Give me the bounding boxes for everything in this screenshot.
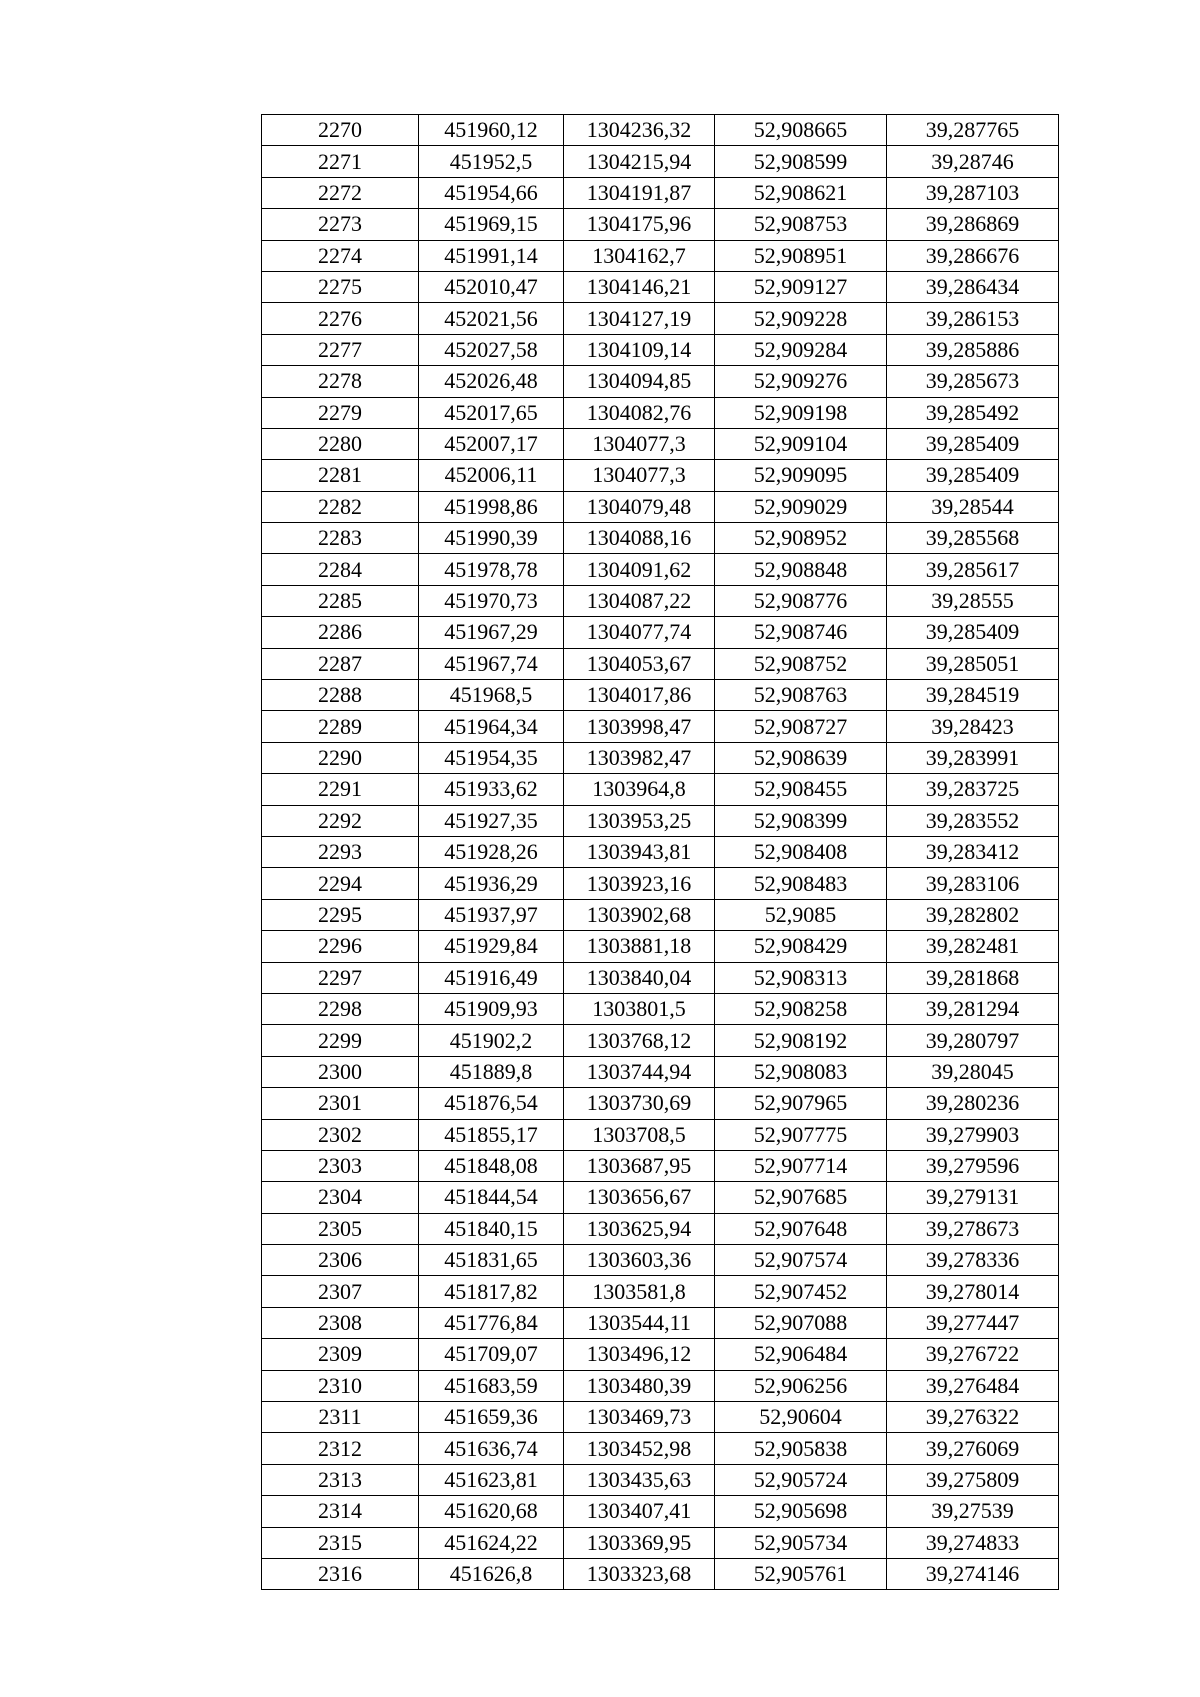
x-coordinate-cell: 451840,15 (419, 1213, 564, 1244)
latitude-cell: 52,909127 (715, 271, 887, 302)
point-number-cell: 2297 (262, 962, 419, 993)
y-coordinate-cell: 1303407,41 (564, 1496, 715, 1527)
longitude-cell: 39,276722 (887, 1339, 1059, 1370)
x-coordinate-cell: 451954,35 (419, 742, 564, 773)
table-row (262, 1056, 1059, 1087)
latitude-cell: 52,908599 (715, 146, 887, 177)
latitude-cell: 52,909228 (715, 303, 887, 334)
table-row (262, 366, 1059, 397)
latitude-cell: 52,908621 (715, 177, 887, 208)
y-coordinate-cell: 1304162,7 (564, 240, 715, 271)
y-coordinate-cell: 1304215,94 (564, 146, 715, 177)
x-coordinate-cell: 452026,48 (419, 366, 564, 397)
coordinates-table-body (262, 115, 1059, 1590)
point-number-cell: 2277 (262, 334, 419, 365)
longitude-cell: 39,279596 (887, 1150, 1059, 1181)
longitude-cell: 39,277447 (887, 1307, 1059, 1338)
longitude-cell: 39,283106 (887, 868, 1059, 899)
latitude-cell: 52,908083 (715, 1056, 887, 1087)
latitude-cell: 52,905734 (715, 1527, 887, 1558)
y-coordinate-cell: 1303480,39 (564, 1370, 715, 1401)
latitude-cell: 52,905761 (715, 1558, 887, 1589)
point-number-cell: 2293 (262, 836, 419, 867)
x-coordinate-cell: 451967,74 (419, 648, 564, 679)
x-coordinate-cell: 451964,34 (419, 711, 564, 742)
x-coordinate-cell: 451990,39 (419, 523, 564, 554)
point-number-cell: 2288 (262, 680, 419, 711)
latitude-cell: 52,906256 (715, 1370, 887, 1401)
latitude-cell: 52,908848 (715, 554, 887, 585)
point-number-cell: 2274 (262, 240, 419, 271)
longitude-cell: 39,28544 (887, 491, 1059, 522)
latitude-cell: 52,905724 (715, 1464, 887, 1495)
latitude-cell: 52,906484 (715, 1339, 887, 1370)
x-coordinate-cell: 451889,8 (419, 1056, 564, 1087)
table-row (262, 240, 1059, 271)
latitude-cell: 52,907088 (715, 1307, 887, 1338)
longitude-cell: 39,279903 (887, 1119, 1059, 1150)
table-row (262, 899, 1059, 930)
longitude-cell: 39,287103 (887, 177, 1059, 208)
table-row (262, 648, 1059, 679)
x-coordinate-cell: 451970,73 (419, 585, 564, 616)
point-number-cell: 2283 (262, 523, 419, 554)
table-row (262, 1307, 1059, 1338)
y-coordinate-cell: 1304088,16 (564, 523, 715, 554)
longitude-cell: 39,285409 (887, 460, 1059, 491)
x-coordinate-cell: 451855,17 (419, 1119, 564, 1150)
longitude-cell: 39,278014 (887, 1276, 1059, 1307)
y-coordinate-cell: 1304053,67 (564, 648, 715, 679)
table-row (262, 1370, 1059, 1401)
x-coordinate-cell: 451776,84 (419, 1307, 564, 1338)
longitude-cell: 39,282481 (887, 931, 1059, 962)
x-coordinate-cell: 451968,5 (419, 680, 564, 711)
longitude-cell: 39,275809 (887, 1464, 1059, 1495)
x-coordinate-cell: 451991,14 (419, 240, 564, 271)
x-coordinate-cell: 451909,93 (419, 993, 564, 1024)
x-coordinate-cell: 451683,59 (419, 1370, 564, 1401)
table-row (262, 1558, 1059, 1589)
y-coordinate-cell: 1303964,8 (564, 774, 715, 805)
y-coordinate-cell: 1304082,76 (564, 397, 715, 428)
point-number-cell: 2296 (262, 931, 419, 962)
point-number-cell: 2315 (262, 1527, 419, 1558)
y-coordinate-cell: 1303953,25 (564, 805, 715, 836)
x-coordinate-cell: 452017,65 (419, 397, 564, 428)
y-coordinate-cell: 1304017,86 (564, 680, 715, 711)
y-coordinate-cell: 1304079,48 (564, 491, 715, 522)
y-coordinate-cell: 1303902,68 (564, 899, 715, 930)
point-number-cell: 2299 (262, 1025, 419, 1056)
longitude-cell: 39,287765 (887, 115, 1059, 146)
y-coordinate-cell: 1303625,94 (564, 1213, 715, 1244)
y-coordinate-cell: 1303581,8 (564, 1276, 715, 1307)
table-row (262, 742, 1059, 773)
table-row (262, 523, 1059, 554)
point-number-cell: 2302 (262, 1119, 419, 1150)
point-number-cell: 2314 (262, 1496, 419, 1527)
table-row (262, 460, 1059, 491)
longitude-cell: 39,285886 (887, 334, 1059, 365)
latitude-cell: 52,909198 (715, 397, 887, 428)
longitude-cell: 39,286676 (887, 240, 1059, 271)
latitude-cell: 52,907714 (715, 1150, 887, 1181)
longitude-cell: 39,285617 (887, 554, 1059, 585)
point-number-cell: 2311 (262, 1402, 419, 1433)
point-number-cell: 2275 (262, 271, 419, 302)
latitude-cell: 52,908727 (715, 711, 887, 742)
latitude-cell: 52,909276 (715, 366, 887, 397)
x-coordinate-cell: 451817,82 (419, 1276, 564, 1307)
point-number-cell: 2300 (262, 1056, 419, 1087)
point-number-cell: 2313 (262, 1464, 419, 1495)
latitude-cell: 52,907775 (715, 1119, 887, 1150)
latitude-cell: 52,908639 (715, 742, 887, 773)
table-row (262, 1245, 1059, 1276)
point-number-cell: 2284 (262, 554, 419, 585)
y-coordinate-cell: 1303469,73 (564, 1402, 715, 1433)
y-coordinate-cell: 1304175,96 (564, 209, 715, 240)
y-coordinate-cell: 1303708,5 (564, 1119, 715, 1150)
y-coordinate-cell: 1304077,3 (564, 428, 715, 459)
table-row (262, 303, 1059, 334)
x-coordinate-cell: 452007,17 (419, 428, 564, 459)
longitude-cell: 39,281868 (887, 962, 1059, 993)
y-coordinate-cell: 1303923,16 (564, 868, 715, 899)
latitude-cell: 52,908776 (715, 585, 887, 616)
latitude-cell: 52,907452 (715, 1276, 887, 1307)
table-row (262, 774, 1059, 805)
longitude-cell: 39,280797 (887, 1025, 1059, 1056)
y-coordinate-cell: 1303943,81 (564, 836, 715, 867)
y-coordinate-cell: 1304087,22 (564, 585, 715, 616)
point-number-cell: 2272 (262, 177, 419, 208)
table-row (262, 868, 1059, 899)
y-coordinate-cell: 1304091,62 (564, 554, 715, 585)
latitude-cell: 52,908665 (715, 115, 887, 146)
latitude-cell: 52,9085 (715, 899, 887, 930)
y-coordinate-cell: 1304077,74 (564, 617, 715, 648)
longitude-cell: 39,283725 (887, 774, 1059, 805)
table-row (262, 554, 1059, 585)
longitude-cell: 39,283412 (887, 836, 1059, 867)
x-coordinate-cell: 451876,54 (419, 1088, 564, 1119)
table-row (262, 491, 1059, 522)
longitude-cell: 39,284519 (887, 680, 1059, 711)
y-coordinate-cell: 1303840,04 (564, 962, 715, 993)
x-coordinate-cell: 451998,86 (419, 491, 564, 522)
longitude-cell: 39,283552 (887, 805, 1059, 836)
table-row (262, 1276, 1059, 1307)
y-coordinate-cell: 1303452,98 (564, 1433, 715, 1464)
latitude-cell: 52,909029 (715, 491, 887, 522)
latitude-cell: 52,907685 (715, 1182, 887, 1213)
table-row (262, 397, 1059, 428)
x-coordinate-cell: 451929,84 (419, 931, 564, 962)
x-coordinate-cell: 451709,07 (419, 1339, 564, 1370)
x-coordinate-cell: 451978,78 (419, 554, 564, 585)
point-number-cell: 2273 (262, 209, 419, 240)
table-row (262, 805, 1059, 836)
latitude-cell: 52,908192 (715, 1025, 887, 1056)
latitude-cell: 52,905698 (715, 1496, 887, 1527)
y-coordinate-cell: 1303603,36 (564, 1245, 715, 1276)
y-coordinate-cell: 1304127,19 (564, 303, 715, 334)
latitude-cell: 52,909284 (715, 334, 887, 365)
table-row (262, 1213, 1059, 1244)
y-coordinate-cell: 1304191,87 (564, 177, 715, 208)
latitude-cell: 52,909104 (715, 428, 887, 459)
table-row (262, 617, 1059, 648)
longitude-cell: 39,276484 (887, 1370, 1059, 1401)
y-coordinate-cell: 1303881,18 (564, 931, 715, 962)
y-coordinate-cell: 1303323,68 (564, 1558, 715, 1589)
longitude-cell: 39,285409 (887, 428, 1059, 459)
point-number-cell: 2279 (262, 397, 419, 428)
longitude-cell: 39,278336 (887, 1245, 1059, 1276)
table-row (262, 1339, 1059, 1370)
y-coordinate-cell: 1303544,11 (564, 1307, 715, 1338)
table-row (262, 993, 1059, 1024)
y-coordinate-cell: 1303998,47 (564, 711, 715, 742)
latitude-cell: 52,908952 (715, 523, 887, 554)
point-number-cell: 2309 (262, 1339, 419, 1370)
point-number-cell: 2290 (262, 742, 419, 773)
table-row (262, 836, 1059, 867)
y-coordinate-cell: 1303687,95 (564, 1150, 715, 1181)
table-row (262, 1464, 1059, 1495)
y-coordinate-cell: 1303801,5 (564, 993, 715, 1024)
x-coordinate-cell: 452027,58 (419, 334, 564, 365)
point-number-cell: 2310 (262, 1370, 419, 1401)
longitude-cell: 39,276069 (887, 1433, 1059, 1464)
longitude-cell: 39,278673 (887, 1213, 1059, 1244)
point-number-cell: 2281 (262, 460, 419, 491)
x-coordinate-cell: 451933,62 (419, 774, 564, 805)
y-coordinate-cell: 1303744,94 (564, 1056, 715, 1087)
x-coordinate-cell: 451936,29 (419, 868, 564, 899)
x-coordinate-cell: 451916,49 (419, 962, 564, 993)
point-number-cell: 2301 (262, 1088, 419, 1119)
longitude-cell: 39,285409 (887, 617, 1059, 648)
point-number-cell: 2298 (262, 993, 419, 1024)
y-coordinate-cell: 1303982,47 (564, 742, 715, 773)
longitude-cell: 39,285492 (887, 397, 1059, 428)
x-coordinate-cell: 451624,22 (419, 1527, 564, 1558)
longitude-cell: 39,28045 (887, 1056, 1059, 1087)
latitude-cell: 52,908752 (715, 648, 887, 679)
y-coordinate-cell: 1304236,32 (564, 115, 715, 146)
table-row (262, 1433, 1059, 1464)
y-coordinate-cell: 1303369,95 (564, 1527, 715, 1558)
point-number-cell: 2287 (262, 648, 419, 679)
longitude-cell: 39,279131 (887, 1182, 1059, 1213)
point-number-cell: 2278 (262, 366, 419, 397)
point-number-cell: 2316 (262, 1558, 419, 1589)
x-coordinate-cell: 451659,36 (419, 1402, 564, 1433)
point-number-cell: 2291 (262, 774, 419, 805)
table-row (262, 1150, 1059, 1181)
x-coordinate-cell: 452021,56 (419, 303, 564, 334)
table-row (262, 146, 1059, 177)
x-coordinate-cell: 451952,5 (419, 146, 564, 177)
table-row (262, 931, 1059, 962)
table-row (262, 585, 1059, 616)
x-coordinate-cell: 451928,26 (419, 836, 564, 867)
point-number-cell: 2303 (262, 1150, 419, 1181)
latitude-cell: 52,907574 (715, 1245, 887, 1276)
y-coordinate-cell: 1304077,3 (564, 460, 715, 491)
y-coordinate-cell: 1303435,63 (564, 1464, 715, 1495)
latitude-cell: 52,908483 (715, 868, 887, 899)
point-number-cell: 2270 (262, 115, 419, 146)
x-coordinate-cell: 451831,65 (419, 1245, 564, 1276)
longitude-cell: 39,280236 (887, 1088, 1059, 1119)
y-coordinate-cell: 1304109,14 (564, 334, 715, 365)
table-row (262, 1496, 1059, 1527)
latitude-cell: 52,907648 (715, 1213, 887, 1244)
y-coordinate-cell: 1304094,85 (564, 366, 715, 397)
point-number-cell: 2289 (262, 711, 419, 742)
x-coordinate-cell: 451620,68 (419, 1496, 564, 1527)
longitude-cell: 39,286434 (887, 271, 1059, 302)
longitude-cell: 39,285673 (887, 366, 1059, 397)
y-coordinate-cell: 1304146,21 (564, 271, 715, 302)
longitude-cell: 39,285051 (887, 648, 1059, 679)
table-row (262, 428, 1059, 459)
point-number-cell: 2312 (262, 1433, 419, 1464)
longitude-cell: 39,286153 (887, 303, 1059, 334)
latitude-cell: 52,908455 (715, 774, 887, 805)
point-number-cell: 2295 (262, 899, 419, 930)
latitude-cell: 52,907965 (715, 1088, 887, 1119)
latitude-cell: 52,908258 (715, 993, 887, 1024)
table-row (262, 1119, 1059, 1150)
table-row (262, 1527, 1059, 1558)
table-row (262, 1025, 1059, 1056)
table-row (262, 209, 1059, 240)
x-coordinate-cell: 451960,12 (419, 115, 564, 146)
table-row (262, 1088, 1059, 1119)
longitude-cell: 39,285568 (887, 523, 1059, 554)
latitude-cell: 52,905838 (715, 1433, 887, 1464)
latitude-cell: 52,908399 (715, 805, 887, 836)
point-number-cell: 2305 (262, 1213, 419, 1244)
longitude-cell: 39,283991 (887, 742, 1059, 773)
longitude-cell: 39,28555 (887, 585, 1059, 616)
coordinates-table (261, 114, 1059, 1590)
longitude-cell: 39,274833 (887, 1527, 1059, 1558)
point-number-cell: 2308 (262, 1307, 419, 1338)
y-coordinate-cell: 1303496,12 (564, 1339, 715, 1370)
longitude-cell: 39,28746 (887, 146, 1059, 177)
latitude-cell: 52,909095 (715, 460, 887, 491)
x-coordinate-cell: 452010,47 (419, 271, 564, 302)
point-number-cell: 2292 (262, 805, 419, 836)
longitude-cell: 39,27539 (887, 1496, 1059, 1527)
point-number-cell: 2285 (262, 585, 419, 616)
point-number-cell: 2280 (262, 428, 419, 459)
x-coordinate-cell: 451954,66 (419, 177, 564, 208)
x-coordinate-cell: 451844,54 (419, 1182, 564, 1213)
latitude-cell: 52,908763 (715, 680, 887, 711)
longitude-cell: 39,274146 (887, 1558, 1059, 1589)
longitude-cell: 39,282802 (887, 899, 1059, 930)
table-row (262, 680, 1059, 711)
point-number-cell: 2271 (262, 146, 419, 177)
longitude-cell: 39,28423 (887, 711, 1059, 742)
point-number-cell: 2307 (262, 1276, 419, 1307)
longitude-cell: 39,281294 (887, 993, 1059, 1024)
point-number-cell: 2282 (262, 491, 419, 522)
x-coordinate-cell: 451623,81 (419, 1464, 564, 1495)
x-coordinate-cell: 451636,74 (419, 1433, 564, 1464)
table-row (262, 1182, 1059, 1213)
point-number-cell: 2276 (262, 303, 419, 334)
table-row (262, 334, 1059, 365)
table-row (262, 1402, 1059, 1433)
table-row (262, 115, 1059, 146)
x-coordinate-cell: 451848,08 (419, 1150, 564, 1181)
latitude-cell: 52,908951 (715, 240, 887, 271)
table-row (262, 962, 1059, 993)
y-coordinate-cell: 1303656,67 (564, 1182, 715, 1213)
x-coordinate-cell: 451902,2 (419, 1025, 564, 1056)
latitude-cell: 52,908746 (715, 617, 887, 648)
x-coordinate-cell: 451937,97 (419, 899, 564, 930)
longitude-cell: 39,276322 (887, 1402, 1059, 1433)
table-row (262, 177, 1059, 208)
x-coordinate-cell: 452006,11 (419, 460, 564, 491)
latitude-cell: 52,908313 (715, 962, 887, 993)
x-coordinate-cell: 451626,8 (419, 1558, 564, 1589)
point-number-cell: 2286 (262, 617, 419, 648)
latitude-cell: 52,908408 (715, 836, 887, 867)
latitude-cell: 52,908753 (715, 209, 887, 240)
point-number-cell: 2304 (262, 1182, 419, 1213)
y-coordinate-cell: 1303768,12 (564, 1025, 715, 1056)
point-number-cell: 2294 (262, 868, 419, 899)
x-coordinate-cell: 451967,29 (419, 617, 564, 648)
table-row (262, 271, 1059, 302)
latitude-cell: 52,908429 (715, 931, 887, 962)
x-coordinate-cell: 451927,35 (419, 805, 564, 836)
longitude-cell: 39,286869 (887, 209, 1059, 240)
latitude-cell: 52,90604 (715, 1402, 887, 1433)
x-coordinate-cell: 451969,15 (419, 209, 564, 240)
y-coordinate-cell: 1303730,69 (564, 1088, 715, 1119)
table-row (262, 711, 1059, 742)
point-number-cell: 2306 (262, 1245, 419, 1276)
